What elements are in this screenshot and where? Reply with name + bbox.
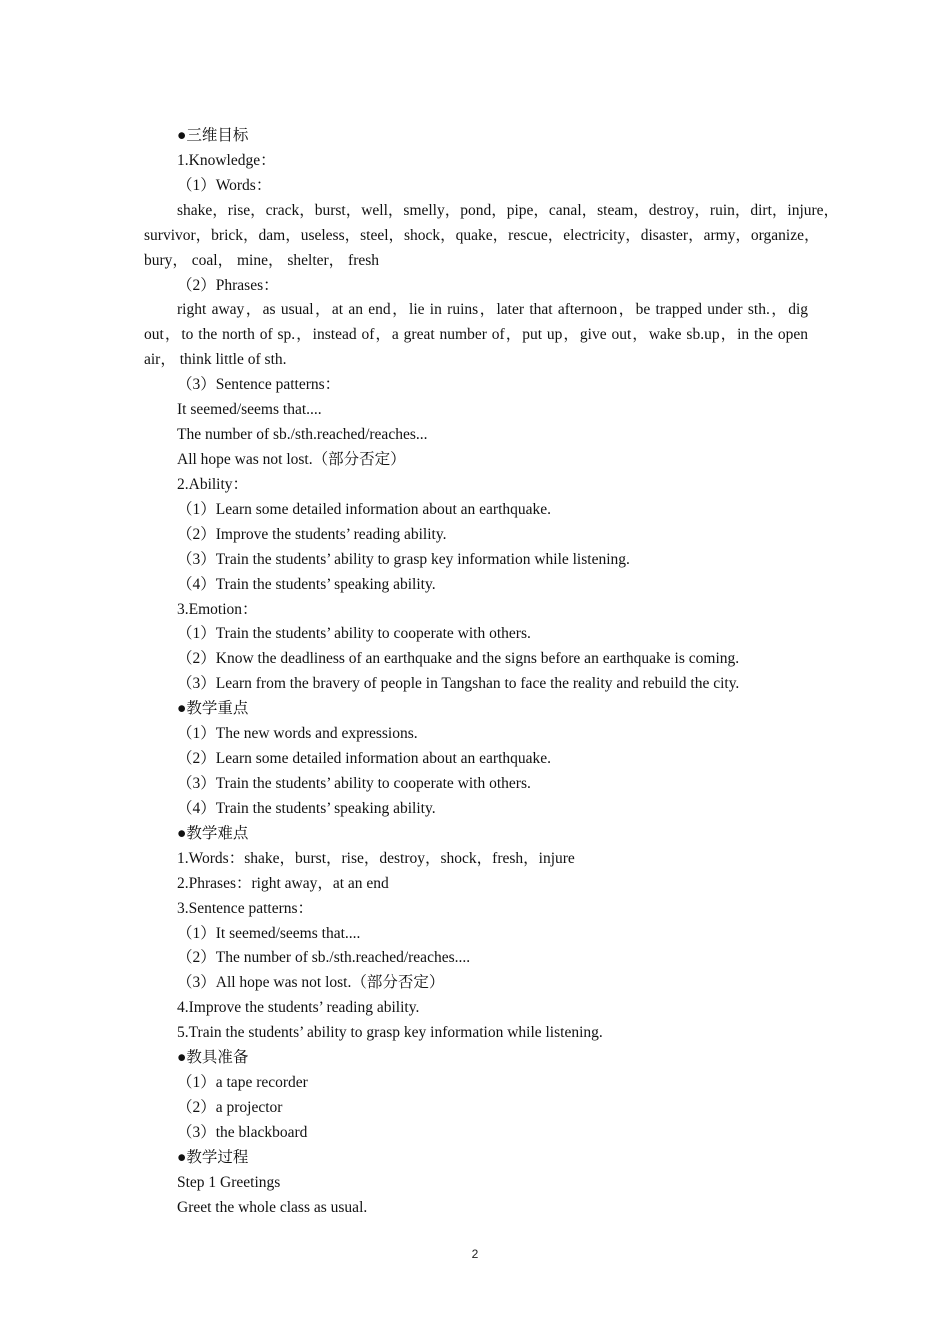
difficulty-pattern: （3）All hope was not lost.（部分否定） <box>177 974 445 992</box>
emotion-item: （3）Learn from the bravery of people in Tangshan to face the reality and rebuild the city. <box>177 675 740 693</box>
sentence-pattern: All hope was not lost.（部分否定） <box>177 450 406 468</box>
difficulty-item-4: 4.Improve the students’ reading ability. <box>177 999 420 1017</box>
phrases-paragraph-line: right away，as usual，at an end，lie in ruins，later that afternoon，be trapped under sth.，dig <box>177 301 808 319</box>
emotion-item: （2）Know the deadliness of an earthquake and the signs before an earthquake is coming. <box>177 650 740 668</box>
ability-item: （1）Learn some detailed information about an earthquake. <box>177 500 552 518</box>
tool-item: （3）the blackboard <box>177 1123 308 1141</box>
tool-item: （1）a tape recorder <box>177 1074 308 1092</box>
sentence-patterns-heading: （3）Sentence patterns： <box>177 376 341 394</box>
page-number: 2 <box>471 1247 479 1261</box>
difficulty-item-5: 5.Train the students’ ability to grasp key information while listening. <box>177 1024 603 1042</box>
key-point-item: （3）Train the students’ ability to cooperate with others. <box>177 774 531 792</box>
words-paragraph-line: survivor，brick，dam，useless，steel，shock，quake，rescue，electricity，disaster，army，organize， <box>144 226 820 244</box>
section-heading-difficulties: ●教学难点 <box>177 824 249 842</box>
words-paragraph-line: shake，rise，crack，burst，well，smelly，pond，pipe，canal，steam，destroy，ruin，dirt，injure， <box>177 201 840 219</box>
sentence-pattern: The number of sb./sth.reached/reaches... <box>177 426 428 444</box>
document-body <box>144 124 840 1221</box>
ability-heading: 2.Ability： <box>177 475 249 493</box>
section-heading-process: ●教学过程 <box>177 1148 249 1166</box>
section-heading-tools: ●教具准备 <box>177 1049 249 1067</box>
section-heading-key-points: ●教学重点 <box>177 700 249 718</box>
difficulty-words: 1.Words：shake，burst，rise，destroy，shock，fresh，injure <box>177 849 575 867</box>
difficulty-patterns-heading: 3.Sentence patterns： <box>177 899 314 917</box>
key-point-item: （1）The new words and expressions. <box>177 725 418 743</box>
key-point-item: （4）Train the students’ speaking ability. <box>177 799 436 817</box>
ability-item: （2）Improve the students’ reading ability. <box>177 525 447 543</box>
sentence-pattern: It seemed/seems that.... <box>177 401 322 419</box>
tool-item: （2）a projector <box>177 1098 283 1116</box>
emotion-heading: 3.Emotion： <box>177 600 258 618</box>
key-point-item: （2）Learn some detailed information about an earthquake. <box>177 750 552 768</box>
step-1-text: Greet the whole class as usual. <box>177 1198 368 1216</box>
section-heading-goals: ●三维目标 <box>177 127 249 144</box>
words-heading: （1）Words： <box>177 176 272 194</box>
difficulty-phrases: 2.Phrases：right away，at an end <box>177 874 389 892</box>
words-paragraph-line: bury， coal， mine， shelter， fresh <box>144 251 380 269</box>
emotion-item: （1）Train the students’ ability to cooperate with others. <box>177 625 531 643</box>
difficulty-pattern: （2）The number of sb./sth.reached/reaches.... <box>177 949 471 967</box>
phrases-paragraph-line: air， think little of sth. <box>144 351 287 369</box>
ability-item: （3）Train the students’ ability to grasp key information while listening. <box>177 550 630 568</box>
difficulty-pattern: （1）It seemed/seems that.... <box>177 924 361 942</box>
step-1-title: Step 1 Greetings <box>177 1173 281 1191</box>
phrases-paragraph-line: out，to the north of sp.，instead of，a great number of，put up，give out，wake sb.up，in the open <box>144 326 808 344</box>
ability-item: （4）Train the students’ speaking ability. <box>177 575 436 593</box>
knowledge-heading: 1.Knowledge： <box>177 151 276 169</box>
phrases-heading: （2）Phrases： <box>177 276 279 294</box>
